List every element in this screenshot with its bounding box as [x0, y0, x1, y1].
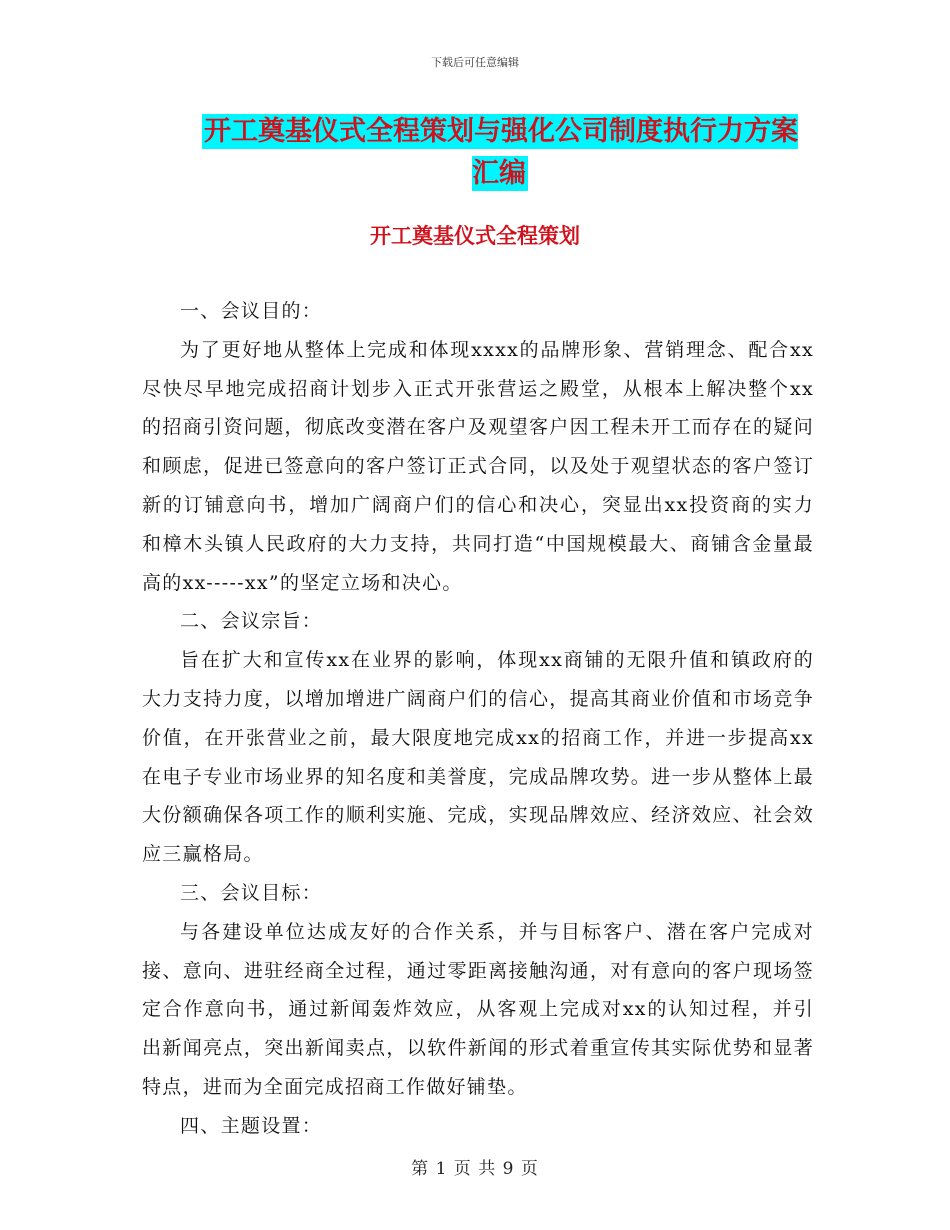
section-title: 开工奠基仪式全程策划 [370, 224, 580, 248]
heading-meeting-tenet: 二、会议宗旨： [180, 610, 323, 633]
header-note: 下载后可任意编辑 [431, 56, 519, 69]
document-body [142, 292, 814, 1146]
paragraph-meeting-goal: 与各建设单位达成友好的合作关系，并与目标客户、潜在客户完成对接、意向、进驻经商全过程，通过零距离接触沟通，对有意向的客户现场签定合作意向书，通过新闻轰炸效应，从客观上完成对xx的认知过程，并引出新闻亮点，突出新闻卖点，以软件新闻的形式着重宣传其实际优势和显著特点，进而为全面完成招商工作做好铺垫。 [142, 920, 814, 1098]
document-title-highlight: 开工奠基仪式全程策划与强化公司制度执行力方案汇编 [204, 116, 798, 189]
document-title [190, 111, 810, 195]
paragraph-meeting-tenet: 旨在扩大和宣传xx在业界的影响，体现xx商铺的无限升值和镇政府的大力支持力度，以增加增进广阔商户们的信心，提高其商业价值和市场竞争价值，在开张营业之前，最大限度地完成xx的招商工作，并进一步提高xx在电子专业市场业界的知名度和美誉度，完成品牌攻势。进一步从整体上最大份额确保各项工作的顺利实施、完成，实现品牌效应、经济效应、社会效应三赢格局。 [142, 649, 814, 866]
paragraph-meeting-purpose: 为了更好地从整体上完成和体现xxxx的品牌形象、营销理念、配合xx尽快尽早地完成招商计划步入正式开张营运之殿堂，从根本上解决整个xx的招商引资问题，彻底改变潜在客户及观望客户因工程未开工而存在的疑问和顾虑，促进已签意向的客户签订正式合同，以及处于观望状态的客户签订新的订铺意向书，增加广阔商户们的信心和决心，突显出xx投资商的实力和樟木头镇人民政府的大力支持，共同打造“中国规模最大、商铺含金量最高的xx-----xx”的坚定立场和决心。 [142, 338, 814, 594]
heading-meeting-purpose: 一、会议目的： [180, 300, 323, 322]
heading-theme-setting: 四、主题设置： [180, 1114, 323, 1137]
page-footer: 第 1 页 共 9 页 [411, 1159, 539, 1179]
heading-meeting-goal: 三、会议目标： [180, 881, 323, 904]
